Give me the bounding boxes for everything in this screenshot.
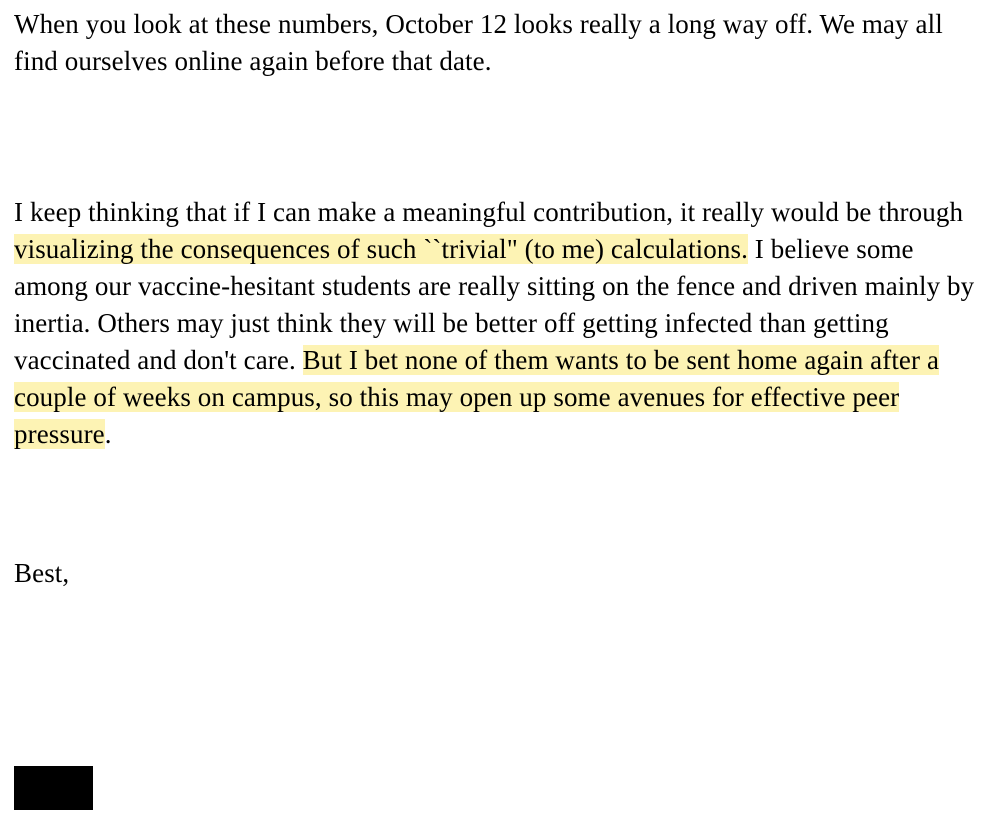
paragraph-spacer: [14, 80, 979, 194]
text-run: .: [104, 419, 112, 449]
text-run: I believe some among our vaccine-hesitant students are really sitting on the fence and driven mainly by inertia. Others may just think they will be better off getting infected than getting vaccinated and don't care.: [14, 234, 975, 375]
redacted-name-block: [14, 766, 93, 810]
paragraph-spacer: [14, 453, 979, 555]
paragraph-numbers-october: [14, 6, 979, 80]
highlighted-text-visualizing: visualizing the consequences of such ``trivial" (to me) calculations.: [14, 234, 748, 264]
text-run: Best,: [14, 558, 70, 588]
text-run: When you look at these numbers, October 12 looks really a long way off. We may all find ourselves online again before that date.: [14, 9, 943, 76]
paragraph-contribution: [14, 194, 979, 453]
text-run: I keep thinking that if I can make a meaningful contribution, it really would be through: [14, 197, 964, 227]
paragraph-signoff: [14, 555, 979, 592]
highlighted-text-peer-pressure: But I bet none of them wants to be sent home again after a couple of weeks on campus, so this may open up some avenues for effective peer pressure: [14, 345, 940, 449]
